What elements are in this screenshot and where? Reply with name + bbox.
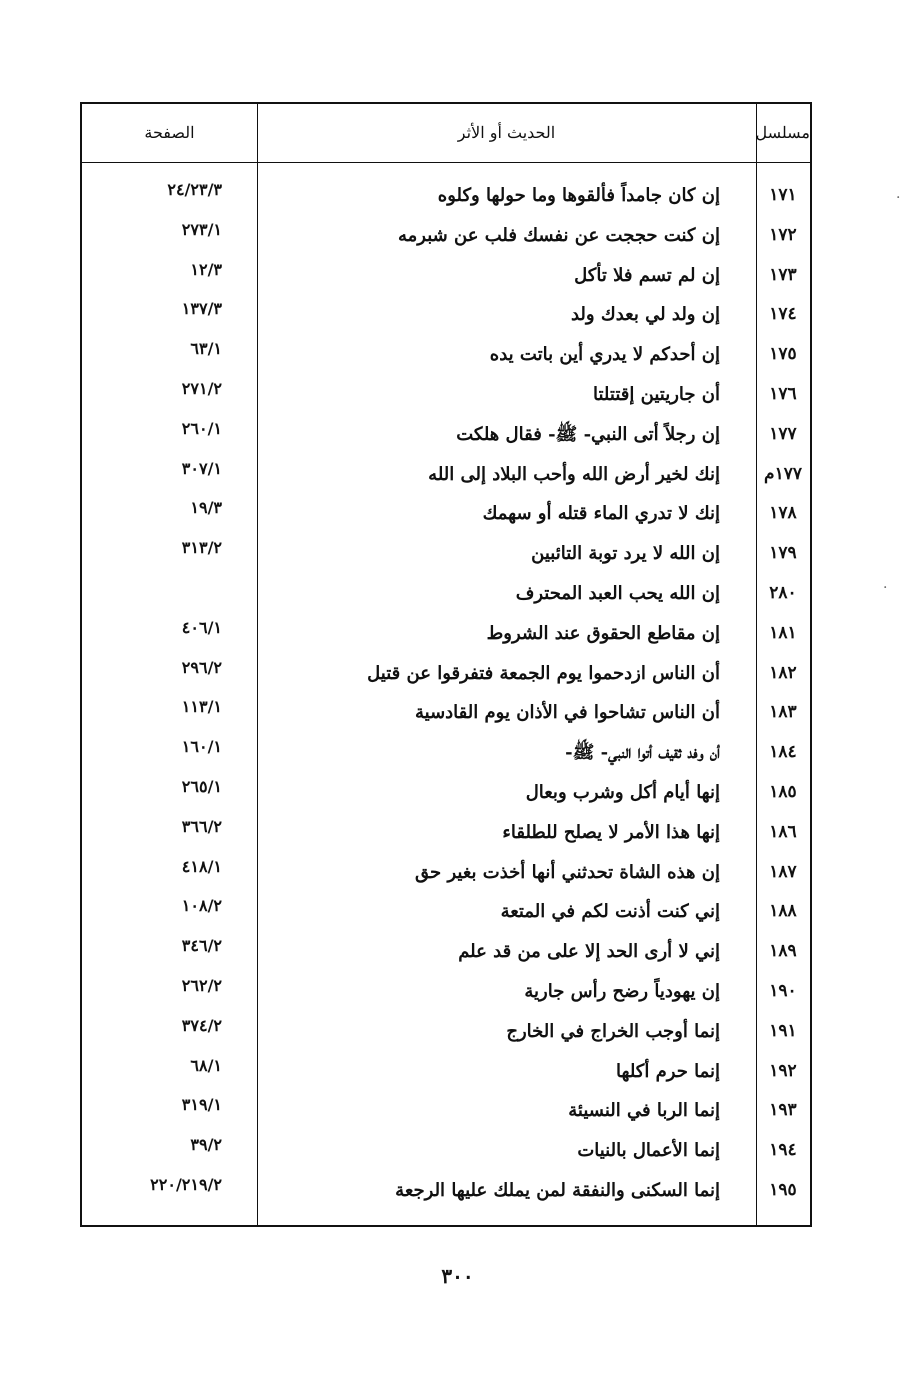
- row-serial: ١٨٣: [769, 702, 797, 723]
- row-serial: ١٨١: [769, 622, 797, 643]
- row-hadith-text: إنما حرم أكلها: [616, 1060, 720, 1082]
- row-page-ref: ٣٩/٢: [190, 1135, 222, 1155]
- row-hadith-text: إن الله يحب العبد المحترف: [515, 582, 720, 604]
- row-page-ref: ٦٣/١: [190, 339, 222, 359]
- row-hadith-text: إني لا أرى الحد إلا على من قد علم: [458, 941, 720, 963]
- row-serial: ١٩٢: [769, 1060, 797, 1081]
- table-row: [82, 1171, 810, 1211]
- row-page-ref: ٢٦٥/١: [181, 776, 222, 796]
- row-serial: ١٧٣: [769, 264, 797, 285]
- row-serial: ١٨٥: [769, 781, 797, 802]
- row-serial: ١٧٨: [769, 503, 797, 524]
- row-serial: ١٩٤: [769, 1140, 797, 1161]
- row-hadith-text: أن الناس تشاحوا في الأذان يوم القادسية: [415, 702, 720, 724]
- row-serial: ١٩٥: [769, 1179, 797, 1200]
- row-hadith-text: إن كان جامداً فألقوها وما حولها وكلوه: [437, 185, 720, 206]
- table-header: [82, 104, 810, 162]
- row-hadith-text: إن كنت حججت عن نفسك فلب عن شبرمه: [397, 224, 720, 246]
- row-hadith-text: إنما الربا في النسيئة: [568, 1100, 720, 1122]
- row-serial: ٢٨٠: [769, 582, 797, 603]
- row-hadith-text: إن هذه الشاة تحدثني أنها أخذت بغير حق: [415, 861, 720, 883]
- row-hadith-text: إن يهودياً رضح رأس جارية: [524, 980, 720, 1002]
- row-page-ref: ٢٧١/٢: [181, 378, 222, 398]
- row-page-ref: ٦٨/١: [190, 1055, 222, 1075]
- row-hadith-text: أن جاريتين إقتتلتا: [593, 383, 720, 405]
- row-page-ref: ٢٤/٢٣/٣: [167, 180, 222, 199]
- row-serial: ١٨٦: [769, 821, 797, 842]
- row-serial: ١٩٠: [769, 980, 797, 1001]
- row-serial: ١٧٧: [769, 423, 797, 444]
- row-serial: ١٧٢: [769, 224, 797, 245]
- row-serial: ١٩٣: [769, 1100, 797, 1121]
- row-hadith-text: إنما أوجب الخراج في الخارج: [506, 1020, 720, 1042]
- row-page-ref: ٢٢٠/٢١٩/٢: [150, 1174, 222, 1194]
- row-page-ref: ٣٦٦/٢: [181, 816, 222, 836]
- row-page-ref: ٢٦٠/١: [181, 418, 222, 438]
- row-page-ref: ١٩/٣: [190, 498, 222, 518]
- row-serial: ١٨٧: [769, 861, 797, 882]
- row-page-ref: ٤٠٦/١: [181, 617, 222, 637]
- row-hadith-text: إنك لا تدري الماء قتله أو سهمك: [482, 503, 720, 525]
- row-hadith-text: أن الناس ازدحموا يوم الجمعة فتفرقوا عن قتيل: [367, 662, 720, 684]
- row-page-ref: [82, 568, 222, 608]
- row-page-ref: ٣١٩/١: [181, 1095, 222, 1115]
- row-serial: ١٧٦: [769, 383, 797, 404]
- row-serial: ١٧١: [769, 185, 797, 205]
- row-hadith-text: إن رجلاً أتى النبي- ﷺ- فقال هلكت: [456, 423, 720, 445]
- row-page-ref: ١٢/٣: [190, 259, 222, 279]
- row-page-ref: ٢٩٦/٢: [181, 657, 222, 677]
- header-divider: [82, 162, 810, 163]
- row-serial: ١٧٩: [769, 543, 797, 564]
- header-page: الصفحة: [144, 123, 195, 142]
- row-hadith-text: إن أحدكم لا يدري أين باتت يده: [489, 344, 720, 366]
- row-hadith-text: أن وفد ثقيف أتوا النبي- ﷺ-: [565, 742, 720, 764]
- row-serial: ١٧٥: [769, 344, 797, 365]
- row-serial: ١٨٨: [769, 901, 797, 922]
- row-page-ref: ١٦٠/١: [181, 737, 222, 757]
- row-page-ref: ٣٧٤/٢: [181, 1015, 222, 1035]
- row-page-ref: ٤١٨/١: [181, 856, 222, 876]
- row-page-ref: ١١٣/١: [181, 697, 222, 717]
- page-number: ٣٠٠: [441, 1264, 474, 1288]
- table-body: [82, 176, 810, 1211]
- row-hadith-text: إن لم تسم فلا تأكل: [574, 264, 720, 286]
- row-page-ref: ١٠٨/٢: [181, 896, 222, 916]
- row-serial: ١٨٤: [769, 742, 797, 763]
- row-hadith-text: إن ولد لي بعدك ولد: [570, 304, 720, 326]
- row-page-ref: ٢٦٢/٢: [181, 975, 222, 995]
- row-page-ref: ٣١٣/٢: [181, 538, 222, 558]
- row-page-ref: ٣٠٧/١: [181, 458, 222, 478]
- row-hadith-text: إنما الأعمال بالنيات: [577, 1140, 720, 1162]
- row-serial: ١٨٢: [769, 662, 797, 683]
- row-hadith-text: إني كنت أذنت لكم في المتعة: [500, 901, 720, 923]
- row-page-ref: ١٣٧/٣: [181, 299, 222, 319]
- header-hadith: الحديث أو الأثر: [457, 123, 556, 142]
- margin-dot: ·: [896, 190, 901, 206]
- row-hadith-text: إنها أيام أكل وشرب وبعال: [525, 781, 720, 803]
- margin-dot: ·: [883, 580, 888, 596]
- header-serial: مسلسل: [755, 123, 810, 142]
- row-hadith-text: إنها هذا الأمر لا يصلح للطلقاء: [502, 821, 720, 843]
- row-serial: ١٧٤: [769, 304, 797, 325]
- row-serial: ١٧٧م: [764, 463, 802, 484]
- row-page-ref: ٢٧٣/١: [181, 219, 222, 239]
- row-hadith-text: إن الله لا يرد توبة التائبين: [531, 543, 720, 565]
- row-hadith-text: إن مقاطع الحقوق عند الشروط: [486, 622, 720, 644]
- row-page-ref: ٣٤٦/٢: [181, 936, 222, 956]
- row-hadith-text: إنما السكنى والنفقة لمن يملك عليها الرجعة: [395, 1179, 720, 1201]
- row-serial: ١٩١: [769, 1020, 797, 1041]
- index-table: [80, 102, 812, 1227]
- row-serial: ١٨٩: [769, 941, 797, 962]
- row-hadith-text: إنك لخير أرض الله وأحب البلاد إلى الله: [428, 463, 720, 485]
